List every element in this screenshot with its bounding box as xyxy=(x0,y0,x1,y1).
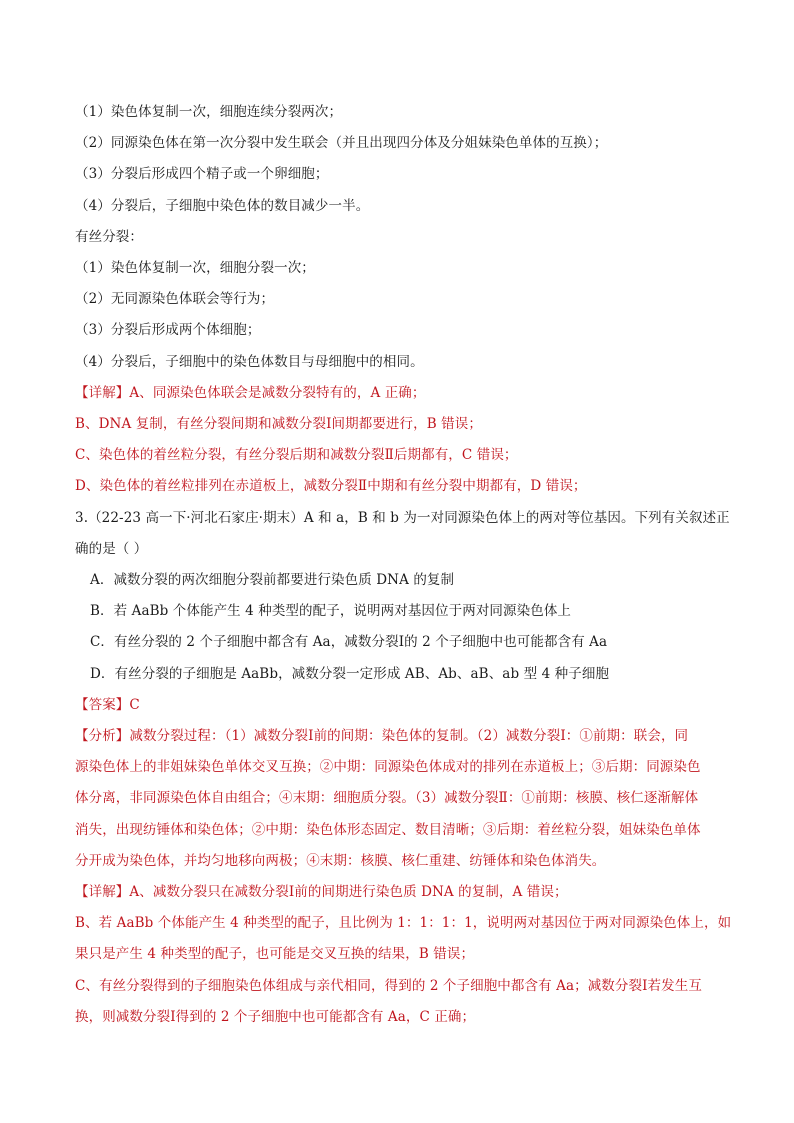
mitosis-feature-3: （3）分裂后形成两个体细胞； xyxy=(75,322,261,339)
q2-detail-line-d: D、染色体的着丝粒排列在赤道板上，减数分裂Ⅱ中期和有丝分裂中期都有，D 错误； xyxy=(75,478,587,495)
analysis-text: 减数分裂过程：（1）减数分裂Ⅰ前的间期：染色体的复制。（2）减数分裂Ⅰ：①前期：联会，同 xyxy=(129,728,689,745)
detail-text: A、减数分裂只在减数分裂Ⅰ前的间期进行染色质 DNA 的复制，A 错误； xyxy=(129,884,568,901)
q3-detail-line-1 xyxy=(75,877,725,908)
q3-stem-line-1: 3.（22-23 高一下·河北石家庄·期末）A 和 a，B 和 b 为一对同源染色体上的两对等位基因。下列有关叙述正 xyxy=(75,509,730,526)
q3-detail-line-2: B、若 AaBb 个体能产生 4 种类型的配子，且比例为 1：1：1：1，说明两对基因位于两对同源染色体上，如 xyxy=(75,915,732,932)
q3-option-a: A．减数分裂的两次细胞分裂前都要进行染色质 DNA 的复制 xyxy=(90,572,455,589)
q3-detail-line-4: C、有丝分裂得到的子细胞染色体组成与亲代相同，得到的 2 个子细胞中都含有 Aa；减数分裂Ⅰ若发生互 xyxy=(75,977,702,994)
answer-tag: 【答案】 xyxy=(75,696,130,713)
q3-detail-line-3: 果只是产生 4 种类型的配子，也可能是交叉互换的结果，B 错误； xyxy=(75,946,475,963)
q3-analysis-line-1 xyxy=(75,721,725,752)
q3-analysis-line-5: 分开成为染色体，并均匀地移向两极；④末期：核膜、核仁重建、纺锤体和染色体消失。 xyxy=(75,852,606,869)
analysis-tag: 【分析】 xyxy=(75,728,130,745)
q3-option-d: D．有丝分裂的子细胞是 AaBb，减数分裂一定形成 AB、Ab、aB、ab 型 4 种子细胞 xyxy=(90,665,610,682)
meiosis-feature-1: （1）染色体复制一次，细胞连续分裂两次； xyxy=(75,104,343,120)
q2-detail-line-b: B、DNA 复制，有丝分裂间期和减数分裂Ⅰ间期都要进行，B 错误； xyxy=(75,416,482,433)
meiosis-feature-4: （4）分裂后，子细胞中染色体的数目减少一半。 xyxy=(75,197,370,214)
q2-detail-line-a xyxy=(75,378,725,409)
mitosis-feature-1: （1）染色体复制一次，细胞分裂一次； xyxy=(75,260,315,277)
detail-tag: 【详解】 xyxy=(75,884,130,901)
q2-detail-line-c: C、染色体的着丝粒分裂，有丝分裂后期和减数分裂Ⅱ后期都有，C 错误； xyxy=(75,447,518,464)
meiosis-feature-3: （3）分裂后形成四个精子或一个卵细胞； xyxy=(75,166,329,183)
q3-analysis-line-2: 源染色体上的非姐妹染色单体交叉互换；②中期：同源染色体成对的排列在赤道板上；③后期：同源染色 xyxy=(75,759,701,776)
mitosis-feature-4: （4）分裂后，子细胞中的染色体数目与母细胞中的相同。 xyxy=(75,353,424,370)
q3-analysis-line-4: 消失，出现纺锤体和染色体；②中期：染色体形态固定、数目清晰；③后期：着丝粒分裂，姐妹染色单体 xyxy=(75,821,701,838)
q3-detail-line-5: 换，则减数分裂Ⅰ得到的 2 个子细胞中也可能都含有 Aa，C 正确； xyxy=(75,1008,476,1025)
q3-stem-line-2: 确的是（ ） xyxy=(75,540,148,557)
mitosis-heading: 有丝分裂： xyxy=(75,228,143,245)
meiosis-feature-2: （2）同源染色体在第一次分裂中发生联会（并且出现四分体及分姐妹染色单体的互换）； xyxy=(75,135,608,152)
q3-analysis-line-3: 体分离，非同源染色体自由组合；④末期：细胞质分裂。（3）减数分裂Ⅱ：①前期：核膜、核仁逐渐解体 xyxy=(75,790,699,807)
mitosis-feature-2: （2）无同源染色体联会等行为； xyxy=(75,291,275,308)
q3-answer xyxy=(75,690,725,721)
q3-option-c: C．有丝分裂的 2 个子细胞中都含有 Aa，减数分裂Ⅰ的 2 个子细胞中也可能都含有 Aa xyxy=(90,634,608,651)
detail-tag: 【详解】 xyxy=(75,384,130,401)
detail-text: A、同源染色体联会是减数分裂特有的，A 正确； xyxy=(129,384,426,401)
answer-value: C xyxy=(129,696,140,713)
document-page xyxy=(75,97,732,1033)
q3-option-b: B．若 AaBb 个体能产生 4 种类型的配子，说明两对基因位于两对同源染色体上 xyxy=(90,603,572,620)
